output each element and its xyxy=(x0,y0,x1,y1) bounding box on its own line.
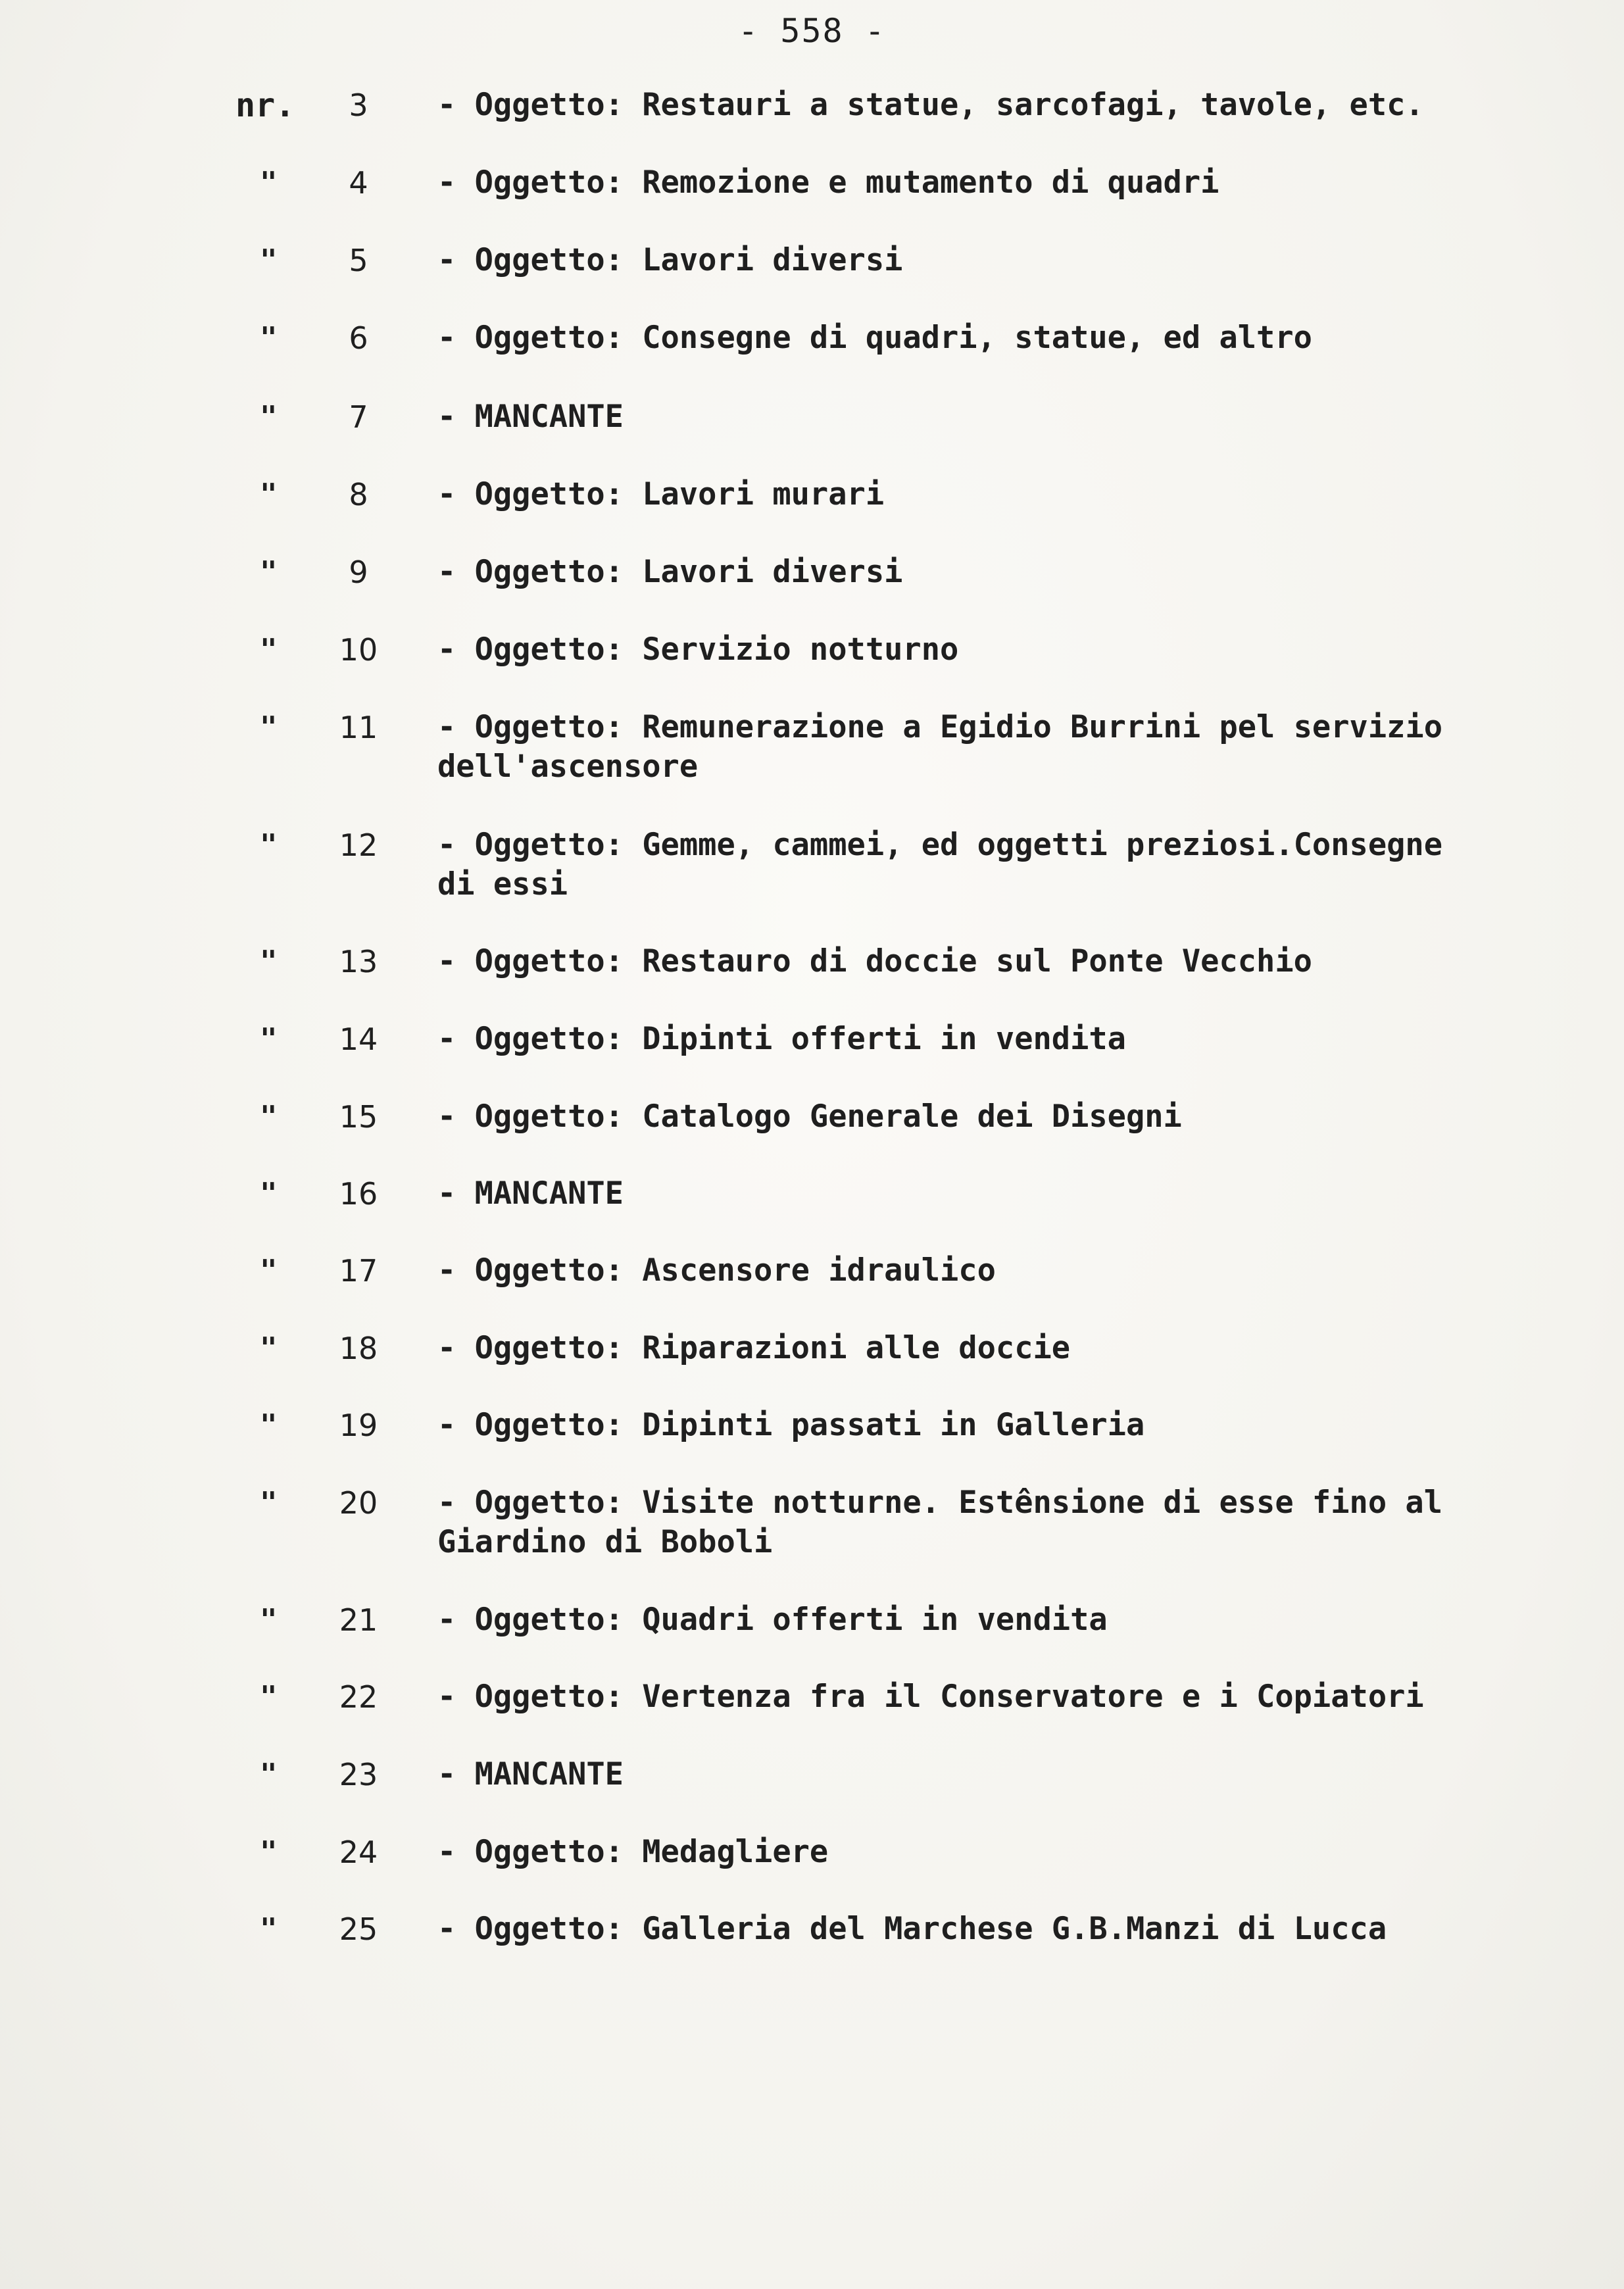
ditto-mark: " xyxy=(260,478,278,511)
entry-text: - Oggetto: Servizio notturno xyxy=(437,631,959,668)
ditto-mark: " xyxy=(260,555,278,589)
entry-text: - Oggetto: Lavori diversi xyxy=(437,554,903,590)
entry-number: 18 xyxy=(339,1331,378,1366)
ditto-mark: " xyxy=(260,1680,278,1713)
ditto-mark: " xyxy=(260,828,278,862)
entry-number: 16 xyxy=(339,1176,378,1212)
entry-text: - Oggetto: Dipinti offerti in vendita xyxy=(437,1021,1126,1057)
entry-number: 6 xyxy=(349,320,368,356)
ditto-mark: " xyxy=(260,710,278,744)
ditto-mark: " xyxy=(260,243,278,277)
page-number: - 558 - xyxy=(738,12,886,50)
entry-text: - MANCANTE xyxy=(437,1175,624,1212)
entry-text: - MANCANTE xyxy=(437,399,624,435)
entry-text: - Oggetto: Restauro di doccie sul Ponte Vecchio xyxy=(437,943,1312,979)
entry-text: - Oggetto: Remozione e mutamento di quadri xyxy=(437,164,1219,201)
ditto-mark: " xyxy=(260,1408,278,1442)
entry-text: - Oggetto: Remunerazione a Egidio Burrini pel servizio dell'ascensore xyxy=(437,709,1443,785)
entry-text: - Oggetto: Dipinti passati in Galleria xyxy=(437,1407,1145,1443)
entry-text: - Oggetto: Gemme, cammei, ed oggetti preziosi.Consegne di essi xyxy=(437,827,1443,902)
entry-number: 19 xyxy=(339,1408,378,1443)
entry-number: 4 xyxy=(349,165,368,201)
ditto-mark: " xyxy=(260,1177,278,1210)
entry-number: 13 xyxy=(339,944,378,979)
ditto-mark: " xyxy=(260,400,278,433)
entry-number: 8 xyxy=(349,477,368,512)
entry-number: 21 xyxy=(339,1602,378,1638)
ditto-mark: " xyxy=(260,1254,278,1287)
entry-text: - Oggetto: Quadri offerti in vendita xyxy=(437,1602,1108,1638)
entry-text: - Oggetto: Restauri a statue, sarcofagi, tavole, etc. xyxy=(437,87,1424,123)
ditto-mark: " xyxy=(260,1758,278,1791)
entry-number: 11 xyxy=(339,710,378,745)
ditto-mark: " xyxy=(260,1331,278,1365)
ditto-mark: " xyxy=(260,321,278,355)
ditto-mark: " xyxy=(260,1486,278,1519)
entry-prefix: nr. xyxy=(235,86,295,124)
entry-number: 15 xyxy=(339,1099,378,1135)
entry-number: 24 xyxy=(339,1834,378,1870)
entry-text: - Oggetto: Catalogo Generale dei Disegni xyxy=(437,1098,1182,1135)
entry-number: 5 xyxy=(349,243,368,278)
entry-number: 22 xyxy=(339,1679,378,1715)
ditto-mark: " xyxy=(260,1912,278,1946)
entry-text: - Oggetto: Galleria del Marchese G.B.Manzi di Lucca xyxy=(437,1911,1387,1947)
ditto-mark: " xyxy=(260,1835,278,1869)
entry-text: - Oggetto: Riparazioni alle doccie xyxy=(437,1330,1071,1366)
entry-text: - Oggetto: Visite notturne. Estênsione di esse fino al Giardino di Boboli xyxy=(437,1485,1443,1560)
ditto-mark: " xyxy=(260,633,278,666)
entry-text: - Oggetto: Vertenza fra il Conservatore e i Copiatori xyxy=(437,1679,1424,1715)
entry-number: 7 xyxy=(349,399,368,435)
entry-text: - Oggetto: Lavori diversi xyxy=(437,242,903,278)
entry-text: - Oggetto: Lavori murari xyxy=(437,476,885,512)
entry-number: 14 xyxy=(339,1021,378,1057)
entry-number: 25 xyxy=(339,1911,378,1947)
entry-text: - Oggetto: Ascensore idraulico xyxy=(437,1252,996,1289)
entry-number: 3 xyxy=(349,87,368,123)
entry-number: 20 xyxy=(339,1485,378,1521)
ditto-mark: " xyxy=(260,1022,278,1056)
entry-number: 23 xyxy=(339,1757,378,1792)
ditto-mark: " xyxy=(260,1100,278,1133)
entry-text: - MANCANTE xyxy=(437,1756,624,1792)
ditto-mark: " xyxy=(260,1603,278,1637)
entry-text: - Oggetto: Consegne di quadri, statue, ed altro xyxy=(437,320,1312,356)
ditto-mark: " xyxy=(260,166,278,199)
entry-number: 9 xyxy=(349,554,368,590)
ditto-mark: " xyxy=(260,945,278,978)
entry-number: 17 xyxy=(339,1253,378,1289)
entry-number: 10 xyxy=(339,632,378,668)
entry-text: - Oggetto: Medagliere xyxy=(437,1834,829,1870)
entry-number: 12 xyxy=(339,827,378,863)
